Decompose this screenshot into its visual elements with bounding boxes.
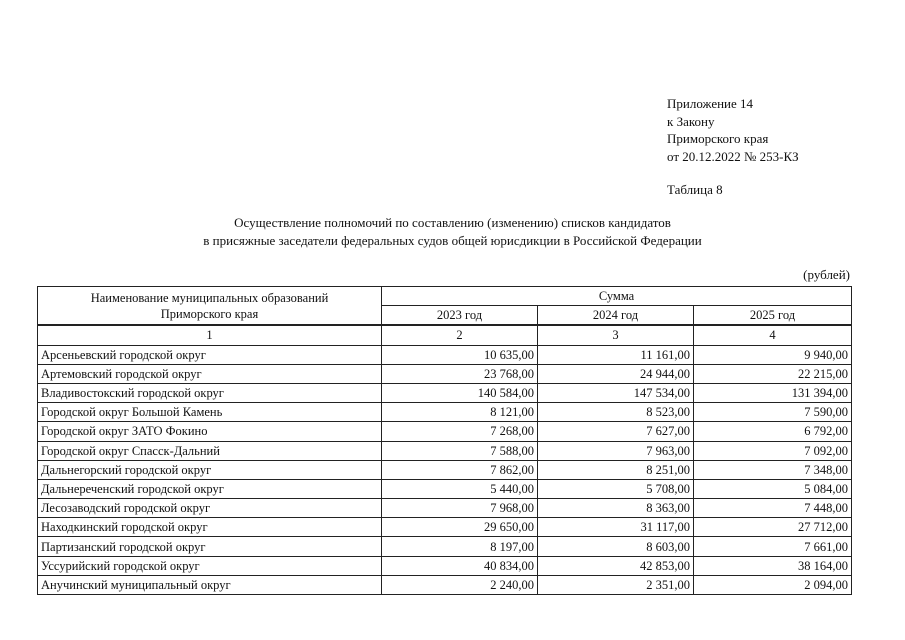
- amount-cell: 5 084,00: [694, 479, 852, 498]
- amount-cell: 140 584,00: [382, 383, 538, 402]
- amount-cell: 22 215,00: [694, 364, 852, 383]
- amount-cell: 8 363,00: [538, 499, 694, 518]
- municipality-name-cell: Анучинский муниципальный округ: [38, 575, 382, 594]
- table-row: [38, 422, 852, 441]
- amount-cell: 7 968,00: [382, 499, 538, 518]
- amount-cell: 7 448,00: [694, 499, 852, 518]
- amount-cell: 38 164,00: [694, 556, 852, 575]
- header-year: 2024 год: [538, 306, 694, 326]
- municipality-name-cell: Уссурийский городской округ: [38, 556, 382, 575]
- municipality-name-cell: Артемовский городской округ: [38, 364, 382, 383]
- amount-cell: 8 523,00: [538, 403, 694, 422]
- amount-cell: 6 792,00: [694, 422, 852, 441]
- column-index: 2: [382, 325, 538, 345]
- table-row: [38, 345, 852, 364]
- municipality-name-cell: Находкинский городской округ: [38, 518, 382, 537]
- amount-cell: 7 862,00: [382, 460, 538, 479]
- table-row: [38, 575, 852, 594]
- appendix-line: Приложение 14: [667, 96, 754, 111]
- amount-cell: 2 240,00: [382, 575, 538, 594]
- municipality-name-cell: Дальнегорский городской округ: [38, 460, 382, 479]
- header-year: 2023 год: [382, 306, 538, 326]
- amount-cell: 8 251,00: [538, 460, 694, 479]
- header-municipality-line: Наименование муниципальных образований: [90, 290, 329, 305]
- table-row: [38, 537, 852, 556]
- appendix-reference: [667, 95, 799, 165]
- amount-cell: 24 944,00: [538, 364, 694, 383]
- municipality-name-cell: Арсеньевский городской округ: [38, 345, 382, 364]
- amount-cell: 7 590,00: [694, 403, 852, 422]
- column-index-row: [38, 325, 852, 345]
- amount-cell: 5 708,00: [538, 479, 694, 498]
- amount-cell: 8 603,00: [538, 537, 694, 556]
- municipality-name-cell: Владивостокский городской округ: [38, 383, 382, 402]
- table-row: [38, 460, 852, 479]
- amount-cell: 10 635,00: [382, 345, 538, 364]
- amount-cell: 7 627,00: [538, 422, 694, 441]
- municipality-name-cell: Городской округ Спасск-Дальний: [38, 441, 382, 460]
- table-row: [38, 441, 852, 460]
- column-index: 4: [694, 325, 852, 345]
- table-row: [38, 383, 852, 402]
- table-row: [38, 479, 852, 498]
- amount-cell: 40 834,00: [382, 556, 538, 575]
- amount-cell: 31 117,00: [538, 518, 694, 537]
- amount-cell: 2 351,00: [538, 575, 694, 594]
- budget-table: [37, 286, 852, 595]
- appendix-line: от 20.12.2022 № 253-КЗ: [667, 148, 799, 164]
- title-line: Осуществление полномочий по составлению (изменению) списков кандидатов: [234, 215, 671, 230]
- appendix-line: Приморского края: [667, 131, 769, 146]
- title-line: в присяжные заседатели федеральных судов общей юрисдикции в Российской Федерации: [203, 232, 702, 248]
- amount-cell: 7 268,00: [382, 422, 538, 441]
- amount-cell: 2 094,00: [694, 575, 852, 594]
- amount-cell: 23 768,00: [382, 364, 538, 383]
- amount-cell: 7 092,00: [694, 441, 852, 460]
- amount-cell: 9 940,00: [694, 345, 852, 364]
- table-row: [38, 499, 852, 518]
- amount-cell: 131 394,00: [694, 383, 852, 402]
- amount-cell: 11 161,00: [538, 345, 694, 364]
- amount-cell: 29 650,00: [382, 518, 538, 537]
- amount-cell: 7 348,00: [694, 460, 852, 479]
- amount-cell: 5 440,00: [382, 479, 538, 498]
- municipality-name-cell: Лесозаводский городской округ: [38, 499, 382, 518]
- table-row: [38, 403, 852, 422]
- municipality-name-cell: Партизанский городской округ: [38, 537, 382, 556]
- column-index: 1: [38, 325, 382, 345]
- header-municipality: [38, 287, 382, 326]
- amount-cell: 42 853,00: [538, 556, 694, 575]
- header-municipality-line: Приморского края: [160, 306, 259, 321]
- table-row: [38, 518, 852, 537]
- amount-cell: 7 661,00: [694, 537, 852, 556]
- header-sum: Сумма: [382, 287, 852, 306]
- amount-cell: 7 963,00: [538, 441, 694, 460]
- table-row: [38, 364, 852, 383]
- units-label: (рублей): [803, 267, 850, 282]
- amount-cell: 147 534,00: [538, 383, 694, 402]
- municipality-name-cell: Городской округ Большой Камень: [38, 403, 382, 422]
- header-year: 2025 год: [694, 306, 852, 326]
- column-index: 3: [538, 325, 694, 345]
- document-title: [0, 214, 905, 249]
- municipality-name-cell: Дальнереченский городской округ: [38, 479, 382, 498]
- table-number: Таблица 8: [667, 182, 723, 197]
- municipality-name-cell: Городской округ ЗАТО Фокино: [38, 422, 382, 441]
- table-row: [38, 556, 852, 575]
- amount-cell: 8 121,00: [382, 403, 538, 422]
- amount-cell: 27 712,00: [694, 518, 852, 537]
- appendix-line: к Закону: [667, 113, 715, 129]
- amount-cell: 8 197,00: [382, 537, 538, 556]
- amount-cell: 7 588,00: [382, 441, 538, 460]
